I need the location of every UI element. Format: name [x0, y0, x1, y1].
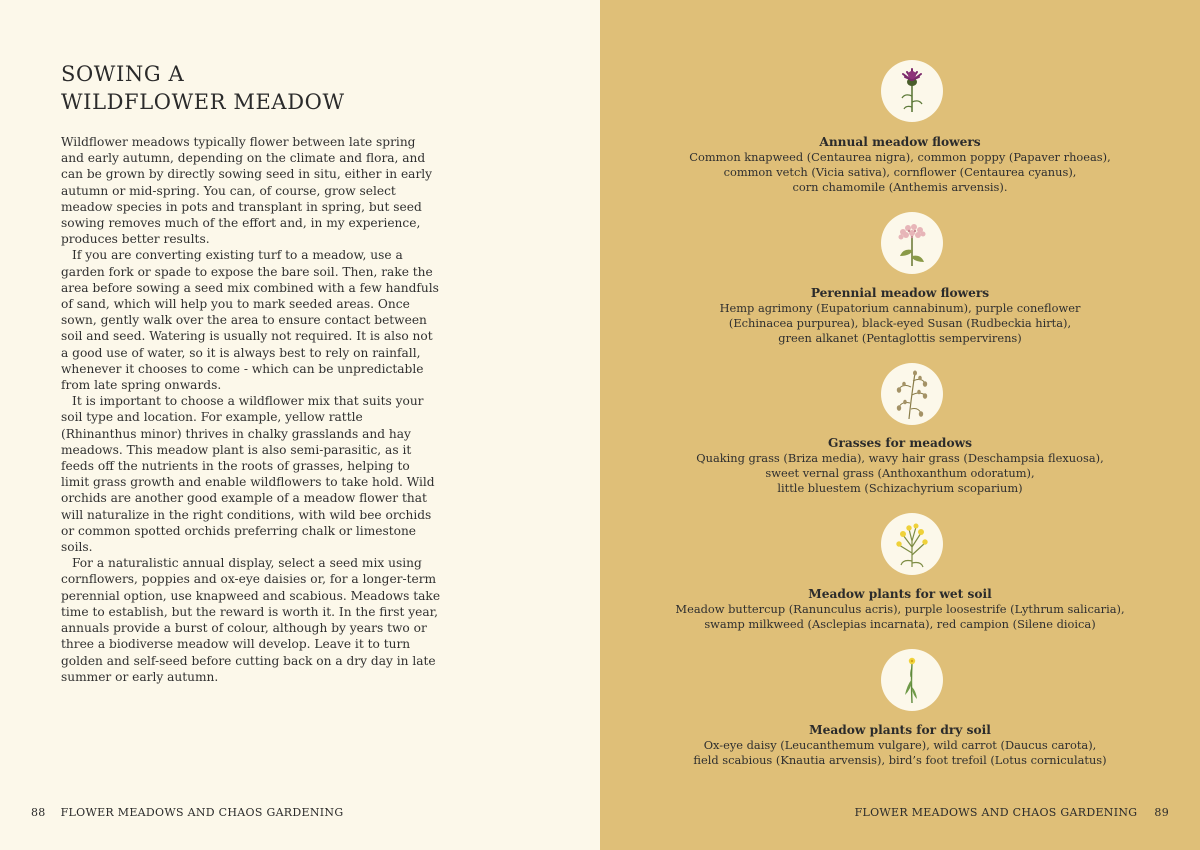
entry-annual-meadow-flowers: [600, 134, 1200, 196]
entry-line: field scabious (Knautia arvensis), bird’s foot trefoil (Lotus corniculatus): [693, 753, 1107, 768]
entry-title: Grasses for meadows: [828, 436, 972, 450]
entry-line: (Echinacea purpurea), black-eyed Susan (Rudbeckia hirta),: [728, 316, 1072, 331]
entry-grasses-for-meadows: [600, 435, 1200, 497]
title-line-2: WILDFLOWER MEADOW: [61, 90, 345, 114]
entry-description: [600, 738, 1200, 768]
running-head-right: FLOWER MEADOWS AND CHAOS GARDENING: [854, 806, 1138, 819]
entry-description: [600, 301, 1200, 347]
knapweed-flower-icon: [881, 60, 943, 122]
entry-description: [600, 150, 1200, 196]
entry-title: Annual meadow flowers: [819, 135, 981, 149]
entry-line: green alkanet (Pentaglottis sempervirens): [778, 331, 1022, 346]
quaking-grass-icon: [881, 363, 943, 425]
paragraph-1: Wildflower meadows typically flower between late spring and early autumn, depending on the climate and flora, and can be grown by directly sowing seed in situ, either in early autumn or mid-spring. You can, of course, grow select meadow species in pots and transplant in spring, but seed sowing removes much of the effort and, in my experience, produces better results.: [61, 135, 433, 247]
entry-line: swamp milkweed (Asclepias incarnata), red campion (Silene dioica): [704, 617, 1096, 632]
buttercup-flower-icon: [881, 513, 943, 575]
paragraph-2: If you are converting existing turf to a meadow, use a garden fork or spade to expose the bare soil. Then, rake the area before sowing a seed mix combined with a few handfuls of sand, which will help you to mark seeded areas. Once sown, gently walk over the area to ensure contact between soil and seed. Watering is usually not required. It is also not a good use of water, so it is always best to rely on rainfall, whenever it chooses to come - which can be unpredictable from late spring onwards.: [61, 248, 439, 393]
entry-line: sweet vernal grass (Anthoxanthum odoratum),: [765, 466, 1035, 481]
entry-title: Meadow plants for dry soil: [809, 723, 991, 737]
entry-description: [600, 602, 1200, 632]
hemp-agrimony-flower-icon: [881, 212, 943, 274]
paragraph-4: For a naturalistic annual display, select a seed mix using cornflowers, poppies and ox-eye daisies or, for a longer-term perennial option, use knapweed and scabious. Meadows take time to establish, but the reward is worth it. In the first year, annuals provide a burst of colour, although by years two or three a biodiverse meadow will develop. Leave it to turn golden and self-seed before cutting back on a dry day in late summer or early autumn.: [61, 556, 441, 684]
paragraph-3: It is important to choose a wildflower mix that suits your soil type and location. For example, yellow rattle (Rhinanthus minor) thrives in chalky grasslands and hay meadows. This meadow plant is also semi-parasitic, as it feeds off the nutrients in the roots of grasses, helping to limit grass growth and enable wildflowers to take hold. Wild orchids are another good example of a meadow flower that will naturalize in the right conditions, with wild bee orchids or common spotted orchids preferring chalk or limestone soils.: [61, 394, 435, 555]
entry-meadow-plants-dry-soil: [600, 722, 1200, 768]
entry-title: Meadow plants for wet soil: [808, 587, 992, 601]
entry-line: Hemp agrimony (Eupatorium cannabinum), purple coneflower: [719, 301, 1081, 315]
title-line-1: SOWING A: [61, 62, 185, 86]
entry-perennial-meadow-flowers: [600, 285, 1200, 347]
left-footer: [31, 806, 343, 819]
entry-line: Common knapweed (Centaurea nigra), common poppy (Papaver rhoeas),: [689, 150, 1111, 164]
entry-meadow-plants-wet-soil: [600, 586, 1200, 632]
entry-line: little bluestem (Schizachyrium scoparium): [777, 481, 1023, 496]
body-text: [61, 134, 441, 685]
entry-line: common vetch (Vicia sativa), cornflower (Centaurea cyanus),: [723, 165, 1077, 180]
entry-line: Quaking grass (Briza media), wavy hair grass (Deschampsia flexuosa),: [696, 451, 1104, 465]
running-head-left: FLOWER MEADOWS AND CHAOS GARDENING: [60, 806, 344, 819]
entry-line: corn chamomile (Anthemis arvensis).: [792, 180, 1008, 195]
right-footer: [855, 806, 1169, 819]
page-title: [61, 60, 345, 116]
entry-line: Meadow buttercup (Ranunculus acris), purple loosestrife (Lythrum salicaria),: [675, 602, 1125, 616]
page-number-right: 89: [1154, 806, 1169, 819]
entry-line: Ox-eye daisy (Leucanthemum vulgare), wild carrot (Daucus carota),: [703, 738, 1097, 752]
yellow-wildflower-icon: [881, 649, 943, 711]
page-number-left: 88: [31, 806, 46, 819]
entry-title: Perennial meadow flowers: [810, 286, 990, 300]
entry-description: [600, 451, 1200, 497]
right-page: [600, 0, 1200, 850]
